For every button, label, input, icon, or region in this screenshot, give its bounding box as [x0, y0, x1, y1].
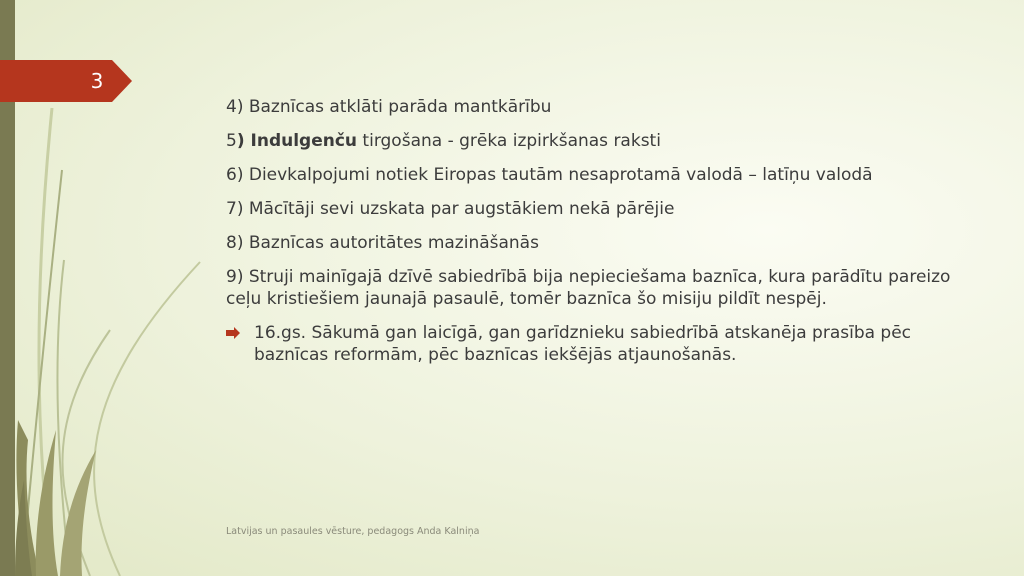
list-item: 6) Dievkalpojumi notiek Eiropas tautām nesaprotamā valodā – latīņu valodā — [226, 165, 873, 185]
footer-text: Latvijas un pasaules vēsture, pedagogs Anda Kalniņa — [226, 526, 480, 537]
arrow-bullet-icon — [226, 327, 240, 339]
bold-term: ) Indulgenču — [236, 131, 358, 151]
list-item: 5) Indulgenču tirgošana - grēka izpirkšanas raksti — [226, 131, 661, 151]
bullet-text: 16.gs. Sākumā gan laicīgā, gan garīdznieku sabiedrībā atskanēja prasība pēc baznīcas reformām, pēc baznīcas iekšējās atjaunošanās. — [254, 323, 912, 365]
page-number: 3 — [90, 69, 104, 93]
list-item: 8) Baznīcas autoritātes mazināšanās — [226, 233, 539, 253]
list-item: 4) Baznīcas atklāti parāda mantkārību — [226, 97, 552, 117]
bullet-item — [226, 322, 956, 366]
list-item: 9) Struji mainīgajā dzīvē sabiedrībā bija nepieciešama baznīca, kura parādītu pareizo ceļu kristiešiem jaunajā pasaulē, tomēr baznīca šo misiju pildīt nespēj. — [226, 267, 951, 309]
list-item: 7) Mācītāji sevi uzskata par augstākiem nekā pārējie — [226, 199, 675, 219]
slide-content — [226, 96, 956, 366]
